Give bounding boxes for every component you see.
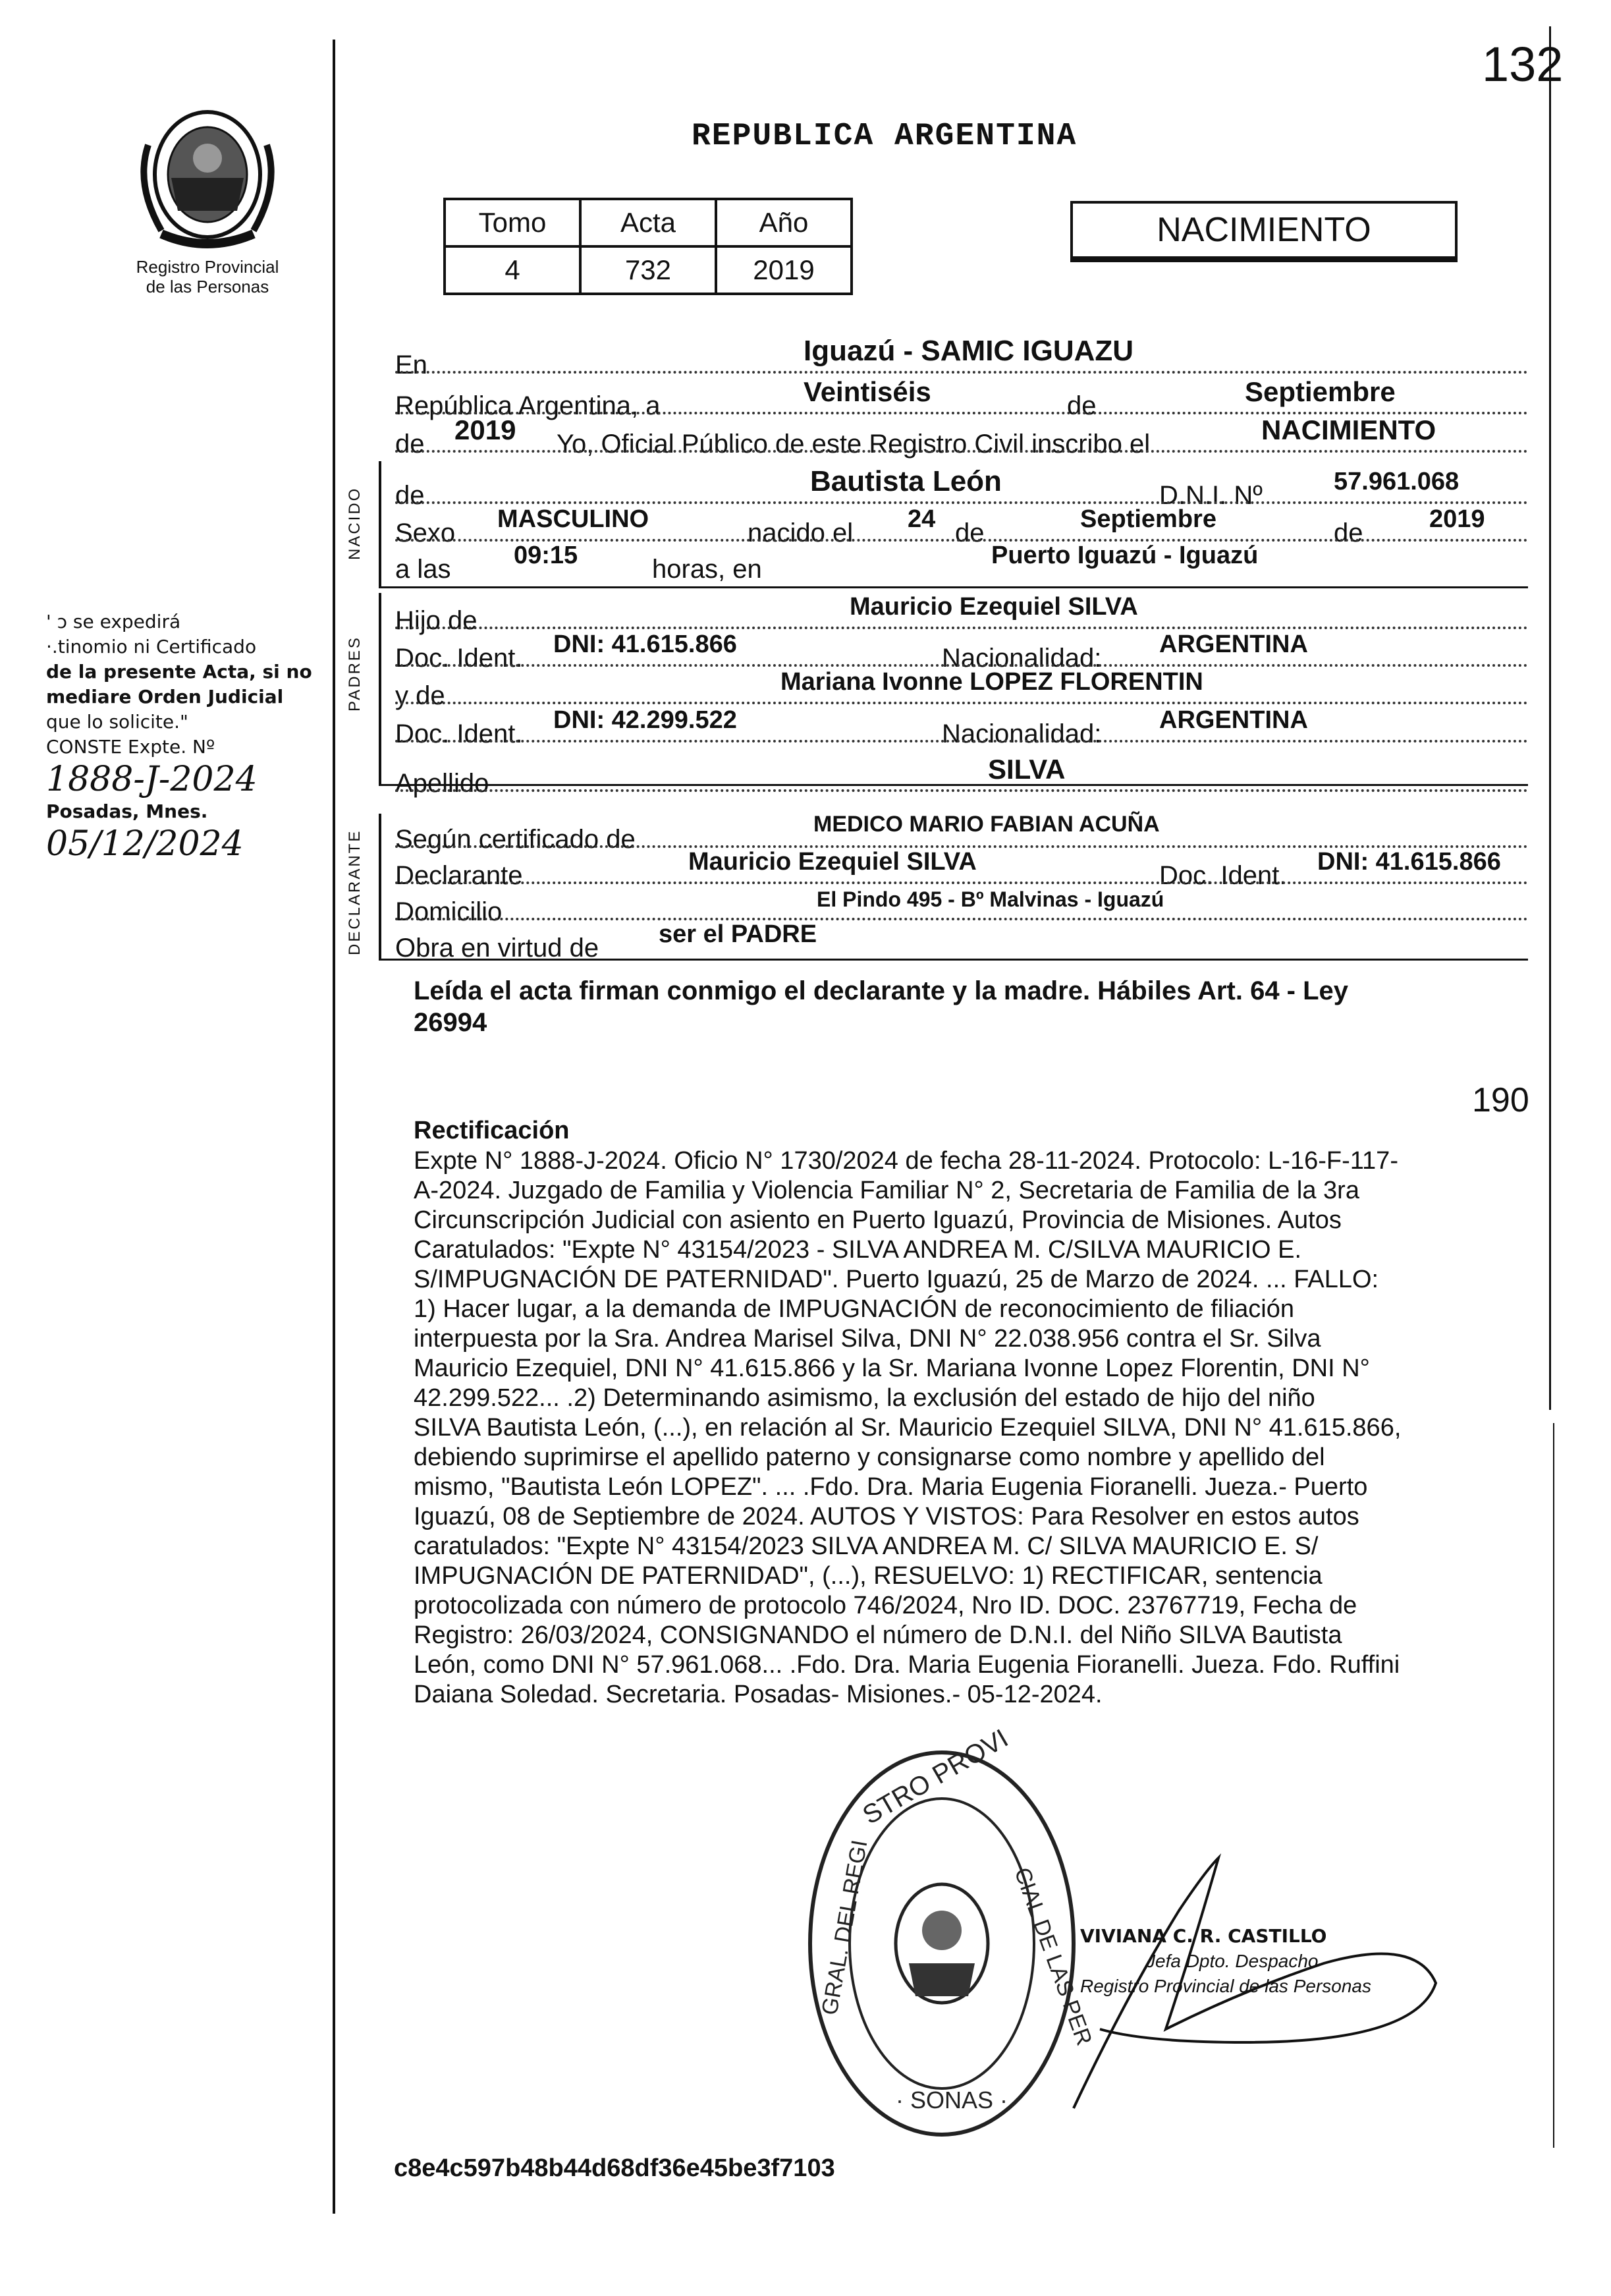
birth-day: 24	[908, 505, 936, 533]
margin-note-date: 05/12/2024	[46, 824, 244, 864]
child-sex: MASCULINO	[497, 505, 649, 533]
rectification-line: Iguazú, 08 de Septiembre de 2024. AUTOS Y VISTOS: Para Resolver en estos autos	[414, 1503, 1359, 1530]
margin-note-line: que lo solicite."	[46, 711, 188, 733]
margin-note	[46, 609, 323, 864]
official-stamp-icon	[797, 1723, 1097, 2148]
birth-place-hospital: Iguazú - SAMIC IGUAZU	[804, 335, 1134, 367]
rep-label: República Argentina, a	[395, 391, 661, 420]
rectification-number: 190	[1472, 1081, 1529, 1119]
svg-text:STRO PROVI: STRO PROVI	[858, 1723, 1014, 1830]
left-margin-line	[333, 40, 335, 2214]
book-value-acta: 732	[580, 246, 716, 294]
year-prefix-label: de	[395, 430, 425, 459]
declarant-dni: DNI: 41.615.866	[1317, 848, 1501, 876]
document-hash: c8e4c597b48b44d68df36e45be3f7103	[394, 2154, 835, 2182]
mother-dni: DNI: 42.299.522	[553, 706, 737, 734]
father-name: Mauricio Ezequiel SILVA	[850, 593, 1138, 621]
rectification-line: Expte N° 1888-J-2024. Oficio N° 1730/2024 de fecha 28-11-2024. Protocolo: L-16-F-117-	[414, 1147, 1398, 1175]
rectification-line: Mauricio Ezequiel, DNI N° 41.615.866 y la Sr. Mariana Ivonne Lopez Florentin, DNI N°	[414, 1355, 1370, 1382]
book-table	[443, 198, 853, 295]
book-header-ano: Año	[716, 199, 852, 246]
child-dni: 57.961.068	[1334, 468, 1460, 495]
book-header-tomo: Tomo	[445, 199, 580, 246]
margin-note-line: ·.tinomio ni Certificado	[46, 636, 257, 658]
father-nat-label: Nacionalidad:	[942, 644, 1102, 673]
rectification-line: León, como DNI N° 57.961.068... .Fdo. Dra. Maria Eugenia Fioranelli. Jueza. Fdo. Ruffini	[414, 1651, 1400, 1679]
father-nationality: ARGENTINA	[1159, 630, 1308, 658]
nacido-el-label: nacido el	[748, 518, 854, 547]
province-seal-icon	[122, 105, 293, 257]
declarant-name: Mauricio Ezequiel SILVA	[688, 848, 977, 876]
country-title: REPUBLICA ARGENTINA	[692, 119, 1078, 154]
signer-org: Registro Provincial de las Personas	[1080, 1976, 1371, 1996]
rectification-line: IMPUGNACIÓN DE PATERNIDAD", (...), RESUELVO: 1) RECTIFICAR, sentencia	[414, 1562, 1323, 1590]
mother-nat-label: Nacionalidad:	[942, 719, 1102, 748]
svg-text:CIAL DE LAS PER: CIAL DE LAS PER	[1009, 1864, 1097, 2049]
rectification-line: interpuesta por la Sra. Andrea Marisel Silva, DNI N° 22.038.956 contra el Sr. Silva	[414, 1325, 1321, 1353]
rectification-line: mismo, "Bautista León LOPEZ". ... .Fdo. Dra. Maria Eugenia Fioranelli. Jueza.- Puerto	[414, 1473, 1368, 1501]
rectification-line: protocolizada con número de protocolo 746/2024, Nro ID. DOC. 23767719, Fecha de	[414, 1592, 1357, 1619]
dni-label: D.N.I. Nº	[1159, 481, 1263, 510]
rectification-line: S/IMPUGNACIÓN DE PATERNIDAD". Puerto Iguazú, 25 de Marzo de 2024. ... FALLO:	[414, 1266, 1379, 1293]
closing-statement	[414, 975, 1348, 1038]
act-type-box	[1070, 201, 1458, 259]
rectification-line: 42.299.522... .2) Determinando asimismo, la exclusión del estado de hijo del niño	[414, 1384, 1315, 1412]
rectification-title: Rectificación	[414, 1117, 570, 1144]
father-doc-label: Doc. Ident.	[395, 644, 523, 673]
book-header-acta: Acta	[580, 199, 716, 246]
rectification-line: debiendo suprimirse el apellido paterno y consignarse como nombre y apellido del	[414, 1443, 1325, 1471]
rectification-line: Circunscripción Judicial con asiento en Puerto Iguazú, Provincia de Misiones. Autos	[414, 1206, 1342, 1234]
officer-statement: Yo, Oficial Público de este Registro Civil inscribo el	[557, 430, 1151, 459]
section-padres-label: PADRES	[346, 636, 364, 712]
birth-place: Puerto Iguazú - Iguazú	[991, 542, 1259, 569]
domicilio-label: Domicilio	[395, 897, 503, 926]
nacido-de-label-3: de	[1334, 518, 1363, 547]
declarant-address: El Pindo 495 - Bº Malvinas - Iguazú	[817, 887, 1164, 911]
signature-block	[1080, 1924, 1371, 1999]
right-margin-line	[1549, 26, 1551, 1410]
svg-text:GRAL. DEL REGI: GRAL. DEL REGI	[817, 1837, 873, 2017]
alas-label: a las	[395, 555, 451, 584]
declarant-capacity: ser el PADRE	[659, 920, 817, 948]
rectification-line: 1) Hacer lugar, a la demanda de IMPUGNACIÓN de reconocimiento de filiación	[414, 1295, 1294, 1323]
section-declarante-label: DECLARANTE	[346, 829, 364, 955]
registration-month: Septiembre	[1245, 376, 1396, 407]
rectification-line: Registro: 26/03/2024, CONSIGNANDO el número de D.N.I. del Niño SILVA Bautista	[414, 1621, 1342, 1649]
mother-name: Mariana Ivonne LOPEZ FLORENTIN	[780, 668, 1203, 696]
rectification-line: A-2024. Juzgado de Familia y Violencia Familiar N° 2, Secretaria de Familia de la 3ra	[414, 1177, 1359, 1204]
rectification-line: caratulados: "Expte N° 43154/2023 SILVA ANDREA M. C/ SILVA MAURICIO E. S/	[414, 1532, 1319, 1560]
book-value-ano: 2019	[716, 246, 852, 294]
nacido-de-label: de	[395, 481, 425, 510]
father-dni: DNI: 41.615.866	[553, 630, 737, 658]
de-label-1: de	[1067, 391, 1097, 420]
sexo-label: Sexo	[395, 518, 456, 547]
birth-time: 09:15	[514, 542, 578, 569]
rectification-line: Daiana Soledad. Secretaria. Posadas- Misiones.- 05-12-2024.	[414, 1681, 1103, 1708]
apellido-label: Apellido	[395, 769, 489, 798]
act-type: NACIMIENTO	[1157, 211, 1371, 249]
horas-label: horas, en	[652, 555, 762, 584]
margin-note-line: de la presente Acta, si no	[46, 661, 312, 683]
margin-note-line: CONSTE Expte. Nº	[46, 736, 215, 758]
rectification-line: Caratulados: "Expte N° 43154/2023 - SILVA ANDREA M. C/SILVA MAURICIO E.	[414, 1236, 1302, 1264]
obra-label: Obra en virtud de	[395, 934, 599, 963]
book-value-tomo: 4	[445, 246, 580, 294]
svg-text:· SONAS ·: · SONAS ·	[896, 2086, 1008, 2114]
signer-role: Jefa Dpto. Despacho	[1146, 1951, 1319, 1971]
margin-note-file-number: 1888-J-2024	[46, 760, 258, 799]
birth-year: 2019	[1429, 505, 1485, 533]
certificate-issuer: MEDICO MARIO FABIAN ACUÑA	[813, 812, 1160, 837]
rectification-line: SILVA Bautista León, (...), en relación al Sr. Mauricio Ezequiel SILVA, DNI N° 41.615.866,	[414, 1414, 1402, 1442]
registry-name	[99, 257, 316, 296]
right-margin-line-lower	[1553, 1423, 1554, 2148]
hijo-de-label: Hijo de	[395, 606, 478, 635]
en-label: En	[395, 350, 427, 379]
inscribed-act: NACIMIENTO	[1261, 414, 1436, 445]
margin-note-line: mediare Orden Judicial	[46, 686, 284, 708]
page-number: 132	[1482, 37, 1564, 92]
declarant-doc-label: Doc. Ident.	[1159, 861, 1287, 890]
rectification-body	[414, 1146, 1546, 1710]
mother-doc-label: Doc. Ident.	[395, 719, 523, 748]
margin-note-line: ' ɔ se expedirá	[46, 611, 181, 632]
registry-name-line1: Registro Provincial	[136, 257, 279, 277]
section-nacido-label: NACIDO	[346, 486, 364, 560]
cert-label: Según certificado de	[395, 825, 636, 854]
mother-nationality: ARGENTINA	[1159, 706, 1308, 734]
closing-line1: Leída el acta firman conmigo el declarante y la madre. Hábiles Art. 64 - Ley	[414, 976, 1349, 1005]
registry-name-line2: de las Personas	[146, 277, 269, 296]
margin-note-location: Posadas, Mnes.	[46, 800, 208, 822]
declarante-label: Declarante	[395, 861, 523, 890]
signer-name: VIVIANA C. R. CASTILLO	[1080, 1925, 1327, 1947]
closing-line2: 26994	[414, 1008, 487, 1037]
registration-day: Veintiséis	[804, 376, 931, 407]
birth-month: Septiembre	[1080, 505, 1216, 533]
nacido-de-label-2: de	[955, 518, 985, 547]
surname: SILVA	[988, 754, 1066, 785]
registration-year: 2019	[454, 414, 516, 445]
y-de-label: y de	[395, 681, 445, 710]
child-name: Bautista León	[810, 465, 1002, 497]
